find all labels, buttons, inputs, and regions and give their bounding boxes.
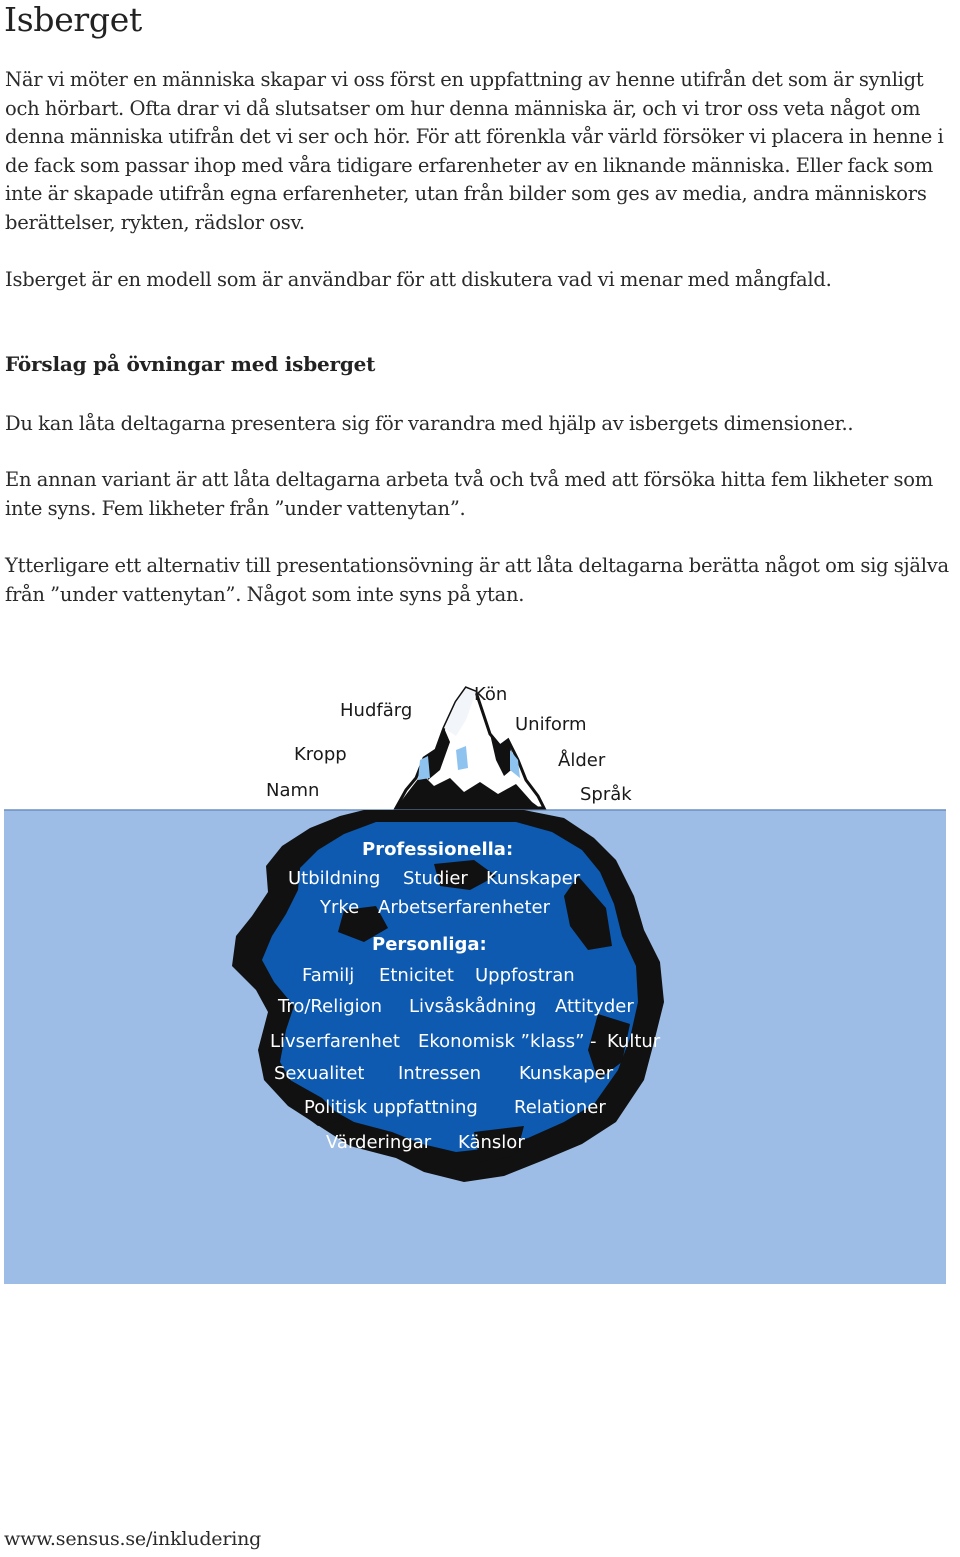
label-politisk-uppfattning: Politisk uppfattning <box>304 1097 478 1118</box>
label-sexualitet: Sexualitet <box>274 1063 365 1084</box>
label-uppfostran: Uppfostran <box>475 965 575 986</box>
label-utbildning: Utbildning <box>288 868 381 889</box>
label-arbetserfarenheter: Arbetserfarenheter <box>378 897 550 918</box>
label-uniform: Uniform <box>515 714 587 735</box>
intro-paragraph: När vi möter en människa skapar vi oss först en uppfattning av henne utifrån det som är synligt och hörbart. Ofta drar vi då slutsatser om hur denna människa är, och vi tror oss veta något om denna människa utifrån det vi ser och hör. För att förenkla vår värld försöker vi placera in henne i de fack som passar ihop med våra tidigare erfarenheter av en liknande människa. Eller fack som inte är skapade utifrån egna erfarenheter, utan från bilder som ges av media, andra människors berättelser, rykten, rädslor osv. <box>5 68 944 234</box>
label-relationer: Relationer <box>514 1097 606 1118</box>
label-kultur: Kultur <box>607 1031 661 1052</box>
exercises-heading: Förslag på övningar med isberget <box>5 352 376 376</box>
label-sprak: Språk <box>580 784 632 805</box>
label-kon: Kön <box>474 684 508 705</box>
iceberg-illustration <box>4 610 946 1284</box>
label-livsaskadning: Livsåskådning <box>409 996 537 1017</box>
footer-url: www.sensus.se/inkludering <box>4 1528 262 1550</box>
label-namn: Namn <box>266 780 320 801</box>
label-kunskaper: Kunskaper <box>486 868 581 889</box>
label-dash: - <box>590 1031 597 1052</box>
heading-personal: Personliga: <box>372 934 487 955</box>
label-ekonomisk-klass: Ekonomisk ”klass” <box>418 1031 585 1052</box>
page-title: Isberget <box>4 0 142 39</box>
label-kropp: Kropp <box>294 744 347 765</box>
label-etnicitet: Etnicitet <box>379 965 454 986</box>
model-paragraph: Isberget är en modell som är användbar för att diskutera vad vi menar med mångfald. <box>5 268 832 291</box>
exercise-paragraph-3: Ytterligare ett alternativ till presentationsövning är att låta deltagarna berätta något om sig själva från ”under vattenytan”. Något som inte syns på ytan. <box>5 554 949 606</box>
exercise-paragraph-2: En annan variant är att låta deltagarna arbeta två och två med att försöka hitta fem likheter som inte syns. Fem likheter från ”under vattenytan”. <box>5 468 934 520</box>
label-kanslor: Känslor <box>458 1132 525 1153</box>
label-studier: Studier <box>403 868 468 889</box>
label-attityder: Attityder <box>555 996 634 1017</box>
label-intressen: Intressen <box>398 1063 482 1084</box>
exercise-paragraph-1: Du kan låta deltagarna presentera sig för varandra med hjälp av isbergets dimensioner.. <box>5 412 854 435</box>
label-varderingar: Värderingar <box>326 1132 432 1153</box>
label-tro-religion: Tro/Religion <box>278 996 383 1017</box>
label-yrke: Yrke <box>320 897 360 918</box>
label-alder: Ålder <box>558 750 606 771</box>
heading-professional: Professionella: <box>362 839 514 860</box>
label-hudfarg: Hudfärg <box>340 700 413 721</box>
label-kunskaper-2: Kunskaper <box>519 1063 614 1084</box>
label-livserfarenhet: Livserfarenhet <box>270 1031 400 1052</box>
label-familj: Familj <box>302 965 355 986</box>
